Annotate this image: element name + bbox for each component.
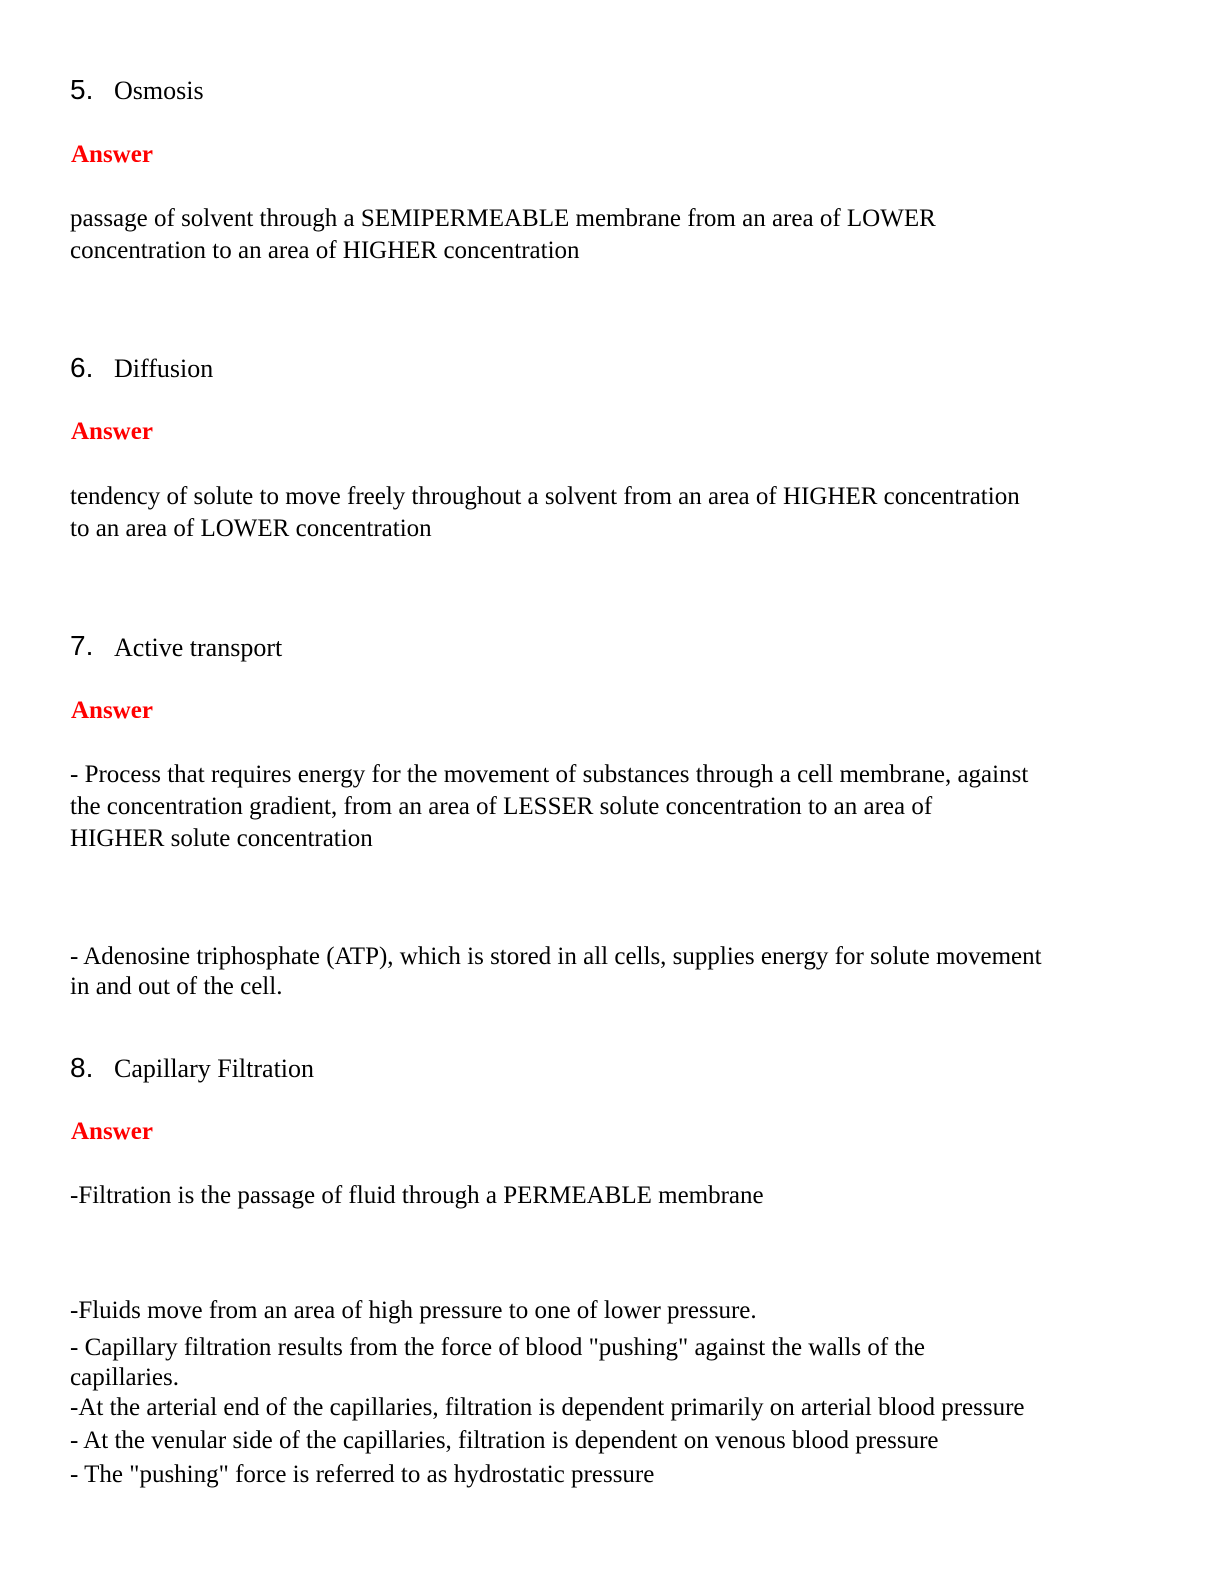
question-7-answer-line-1: - Process that requires energy for the movement of substances through a cell membrane, against [70, 761, 1029, 788]
question-7-answer-line-3: HIGHER solute concentration [70, 825, 373, 852]
question-7-title: Active transport [114, 633, 283, 662]
question-6-title: Diffusion [114, 354, 214, 383]
question-8-extra-line-5: - At the venular side of the capillaries, filtration is dependent on venous blood pressure [70, 1427, 939, 1454]
question-8-extra-line-2: - Capillary filtration results from the force of blood "pushing" against the walls of the [70, 1334, 925, 1361]
question-8-extra-line-4: -At the arterial end of the capillaries, filtration is dependent primarily on arterial blood pressure [70, 1394, 1025, 1421]
question-7-answer-label: Answer [71, 697, 153, 724]
question-6-number: 6. [70, 352, 94, 383]
question-5-number: 5. [70, 74, 94, 105]
question-5-title: Osmosis [114, 76, 204, 105]
question-6-answer-line-1: tendency of solute to move freely throughout a solvent from an area of HIGHER concentration [70, 483, 1020, 510]
question-7-extra-line-2: in and out of the cell. [70, 973, 283, 1000]
question-8-number: 8. [70, 1052, 94, 1083]
question-7-extra-line-1: - Adenosine triphosphate (ATP), which is stored in all cells, supplies energy for solute movement [70, 943, 1042, 970]
question-7-answer-line-2: the concentration gradient, from an area of LESSER solute concentration to an area of [70, 793, 933, 820]
question-8-extra-line-6: - The "pushing" force is referred to as hydrostatic pressure [70, 1461, 655, 1488]
question-5-answer-line-2: concentration to an area of HIGHER concentration [70, 237, 580, 264]
question-8-answer-line-1: -Filtration is the passage of fluid through a PERMEABLE membrane [70, 1182, 764, 1209]
question-6-answer-line-2: to an area of LOWER concentration [70, 515, 432, 542]
question-8-title: Capillary Filtration [114, 1054, 315, 1083]
question-8-extra-line-1: -Fluids move from an area of high pressure to one of lower pressure. [70, 1297, 757, 1324]
question-5-answer-label: Answer [71, 141, 153, 168]
question-5-answer-line-1: passage of solvent through a SEMIPERMEABLE membrane from an area of LOWER [70, 205, 936, 232]
question-8-extra-line-3: capillaries. [70, 1364, 179, 1391]
question-7-number: 7. [70, 630, 94, 661]
question-8-answer-label: Answer [71, 1118, 153, 1145]
question-6-answer-label: Answer [71, 418, 153, 445]
